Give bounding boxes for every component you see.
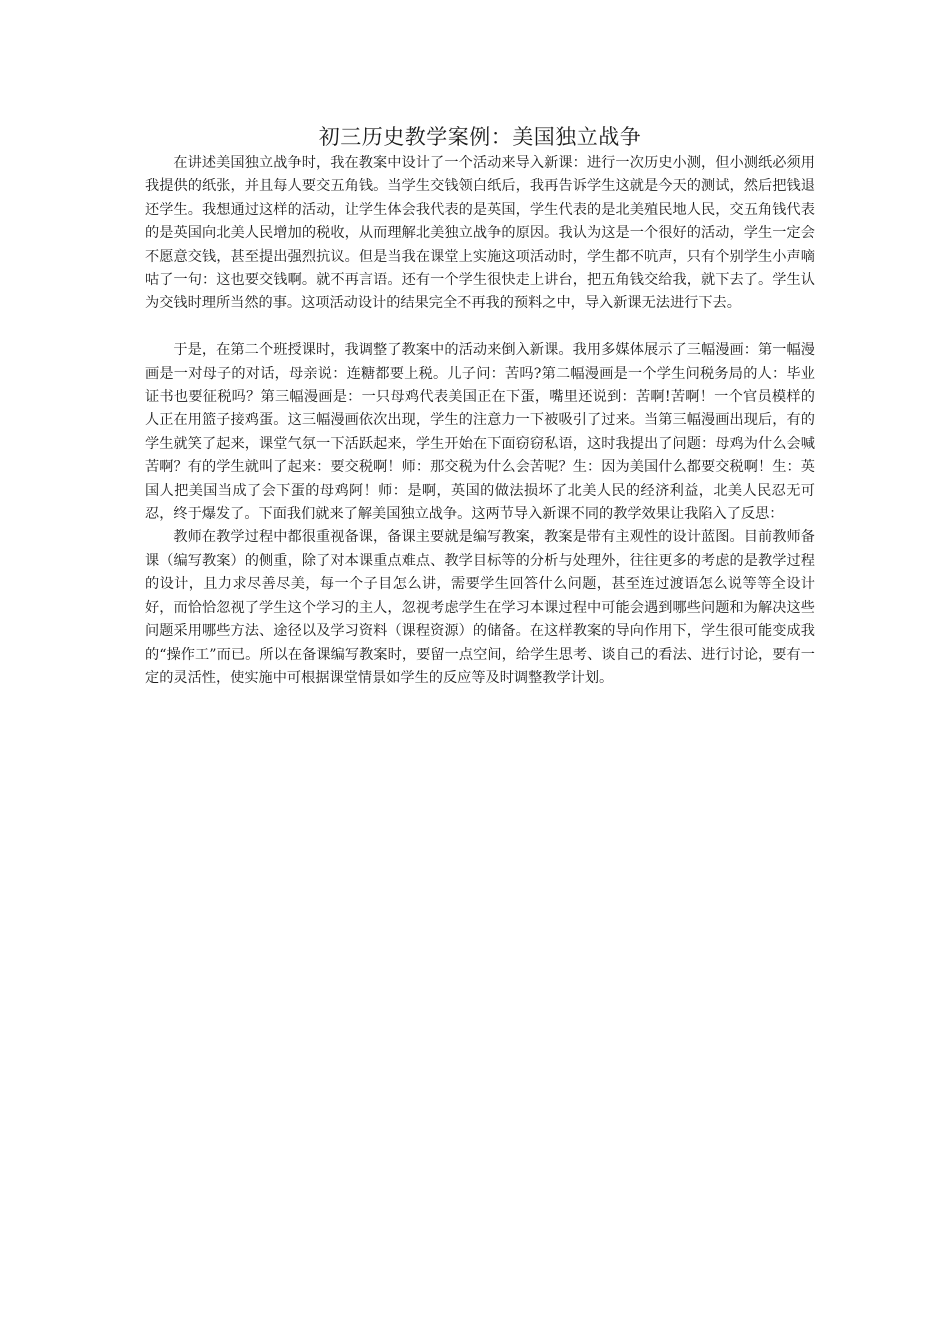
document-title: 初三历史教学案例：美国独立战争	[318, 125, 642, 149]
paragraph-3: 教师在教学过程中都很重视备课，备课主要就是编写教案，教案是带有主观性的设计蓝图。目前教师备课（编写教案）的侧重，除了对本课重点难点、教学目标等的分析与处理外，往往更多的考虑的是教学过程的设计，且力求尽善尽美，每一个子目怎么讲，需要学生回答什么问题，甚至连过渡语怎么说等等全设计好，而恰恰忽视了学生这个学习的主人，忽视考虑学生在学习本课过程中可能会遇到哪些问题和为解决这些问题采用哪些方法、途径以及学习资料（课程资源）的储备。在这样教案的导向作用下，学生很可能变成我的“操作工”而已。所以在备课编写教案时，要留一点空间，给学生思考、谈自己的看法、进行讨论，要有一定的灵活性，使实施中可根据课堂情景如学生的反应等及时调整教学计划。	[145, 529, 815, 686]
document-body	[145, 122, 815, 690]
paragraph-spacer	[145, 316, 815, 339]
paragraph-1: 在讲述美国独立战争时，我在教案中设计了一个活动来导入新课：进行一次历史小测，但小测纸必须用我提供的纸张，并且每人要交五角钱。当学生交钱领白纸后，我再告诉学生这就是今天的测试，然后把钱退还学生。我想通过这样的活动，让学生体会我代表的是英国，学生代表的是北美殖民地人民，交五角钱代表的是英国向北美人民增加的税收，从而理解北美独立战争的原因。我认为这是一个很好的活动，学生一定会不愿意交钱，甚至提出强烈抗议。但是当我在课堂上实施这项活动时，学生都不吭声，只有个别学生小声嘀咕了一句：这也要交钱啊。就不再言语。还有一个学生很快走上讲台，把五角钱交给我，就下去了。学生认为交钱时理所当然的事。这项活动设计的结果完全不再我的预料之中，导入新课无法进行下去。	[145, 155, 815, 312]
paragraph-2: 于是，在第二个班授课时，我调整了教案中的活动来倒入新课。我用多媒体展示了三幅漫画：第一幅漫画是一对母子的对话，母亲说：连糖都要上税。儿子问：苦吗?第二幅漫画是一个学生问税务局的人：毕业证书也要征税吗？第三幅漫画是：一只母鸡代表美国正在下蛋，嘴里还说到：苦啊!苦啊！一个官员模样的人正在用篮子接鸡蛋。这三幅漫画依次出现，学生的注意力一下被吸引了过来。当第三幅漫画出现后，有的学生就笑了起来，课堂气氛一下活跃起来，学生开始在下面窃窃私语，这时我提出了问题：母鸡为什么会喊苦啊？有的学生就叫了起来：要交税啊！师：那交税为什么会苦呢？生：因为美国什么都要交税啊！生：英国人把美国当成了会下蛋的母鸡阿！师：是啊，英国的做法损坏了北美人民的经济利益，北美人民忍无可忍，终于爆发了。下面我们就来了解美国独立战争。这两节导入新课不同的教学效果让我陷入了反思：	[145, 342, 815, 523]
